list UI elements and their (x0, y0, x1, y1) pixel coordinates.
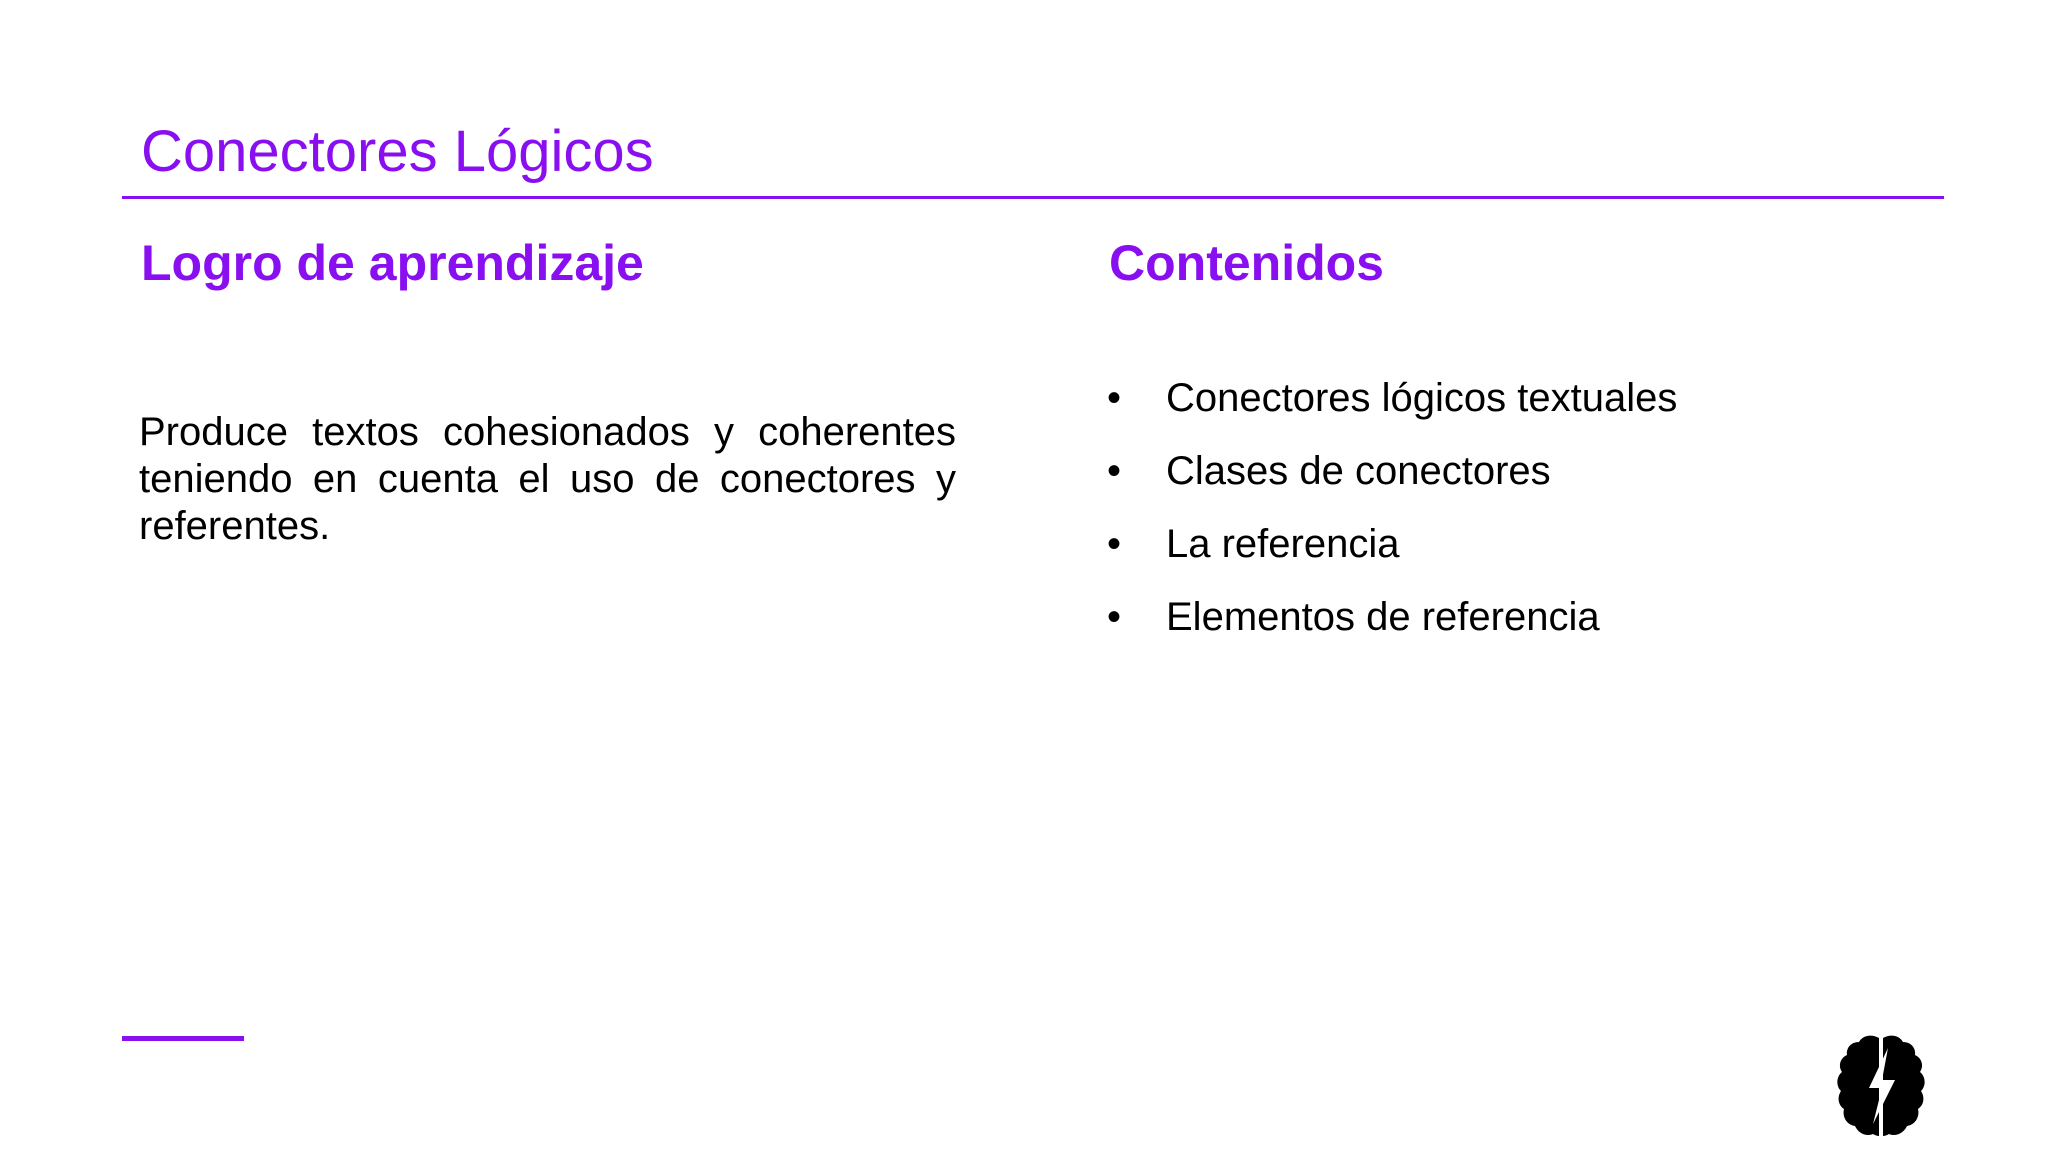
bullet-icon: • (1107, 449, 1122, 493)
contents-list-item (1100, 435, 1900, 508)
bullet-icon: • (1107, 595, 1122, 639)
footer-accent-line (122, 1036, 244, 1041)
contents-item-label: Clases de conectores (1166, 449, 1551, 493)
contents-item-label: Conectores lógicos textuales (1166, 376, 1678, 420)
learning-objective-text: Produce textos cohesionados y coherentes teniendo en cuenta el uso de conectores y referentes. (139, 410, 956, 548)
slide-title: Conectores Lógicos (141, 119, 654, 184)
contents-list (1100, 362, 1900, 654)
brain-bolt-icon (1836, 1034, 1926, 1138)
contents-item-label: La referencia (1166, 522, 1400, 566)
contents-list-item (1100, 362, 1900, 435)
title-divider (122, 196, 1944, 199)
contents-list-item (1100, 508, 1900, 581)
bullet-icon: • (1107, 522, 1122, 566)
contents-item-label: Elementos de referencia (1166, 595, 1600, 639)
learning-objective-heading: Logro de aprendizaje (141, 235, 644, 291)
contents-heading: Contenidos (1109, 235, 1384, 291)
bullet-icon: • (1107, 376, 1122, 420)
contents-list-item (1100, 581, 1900, 654)
